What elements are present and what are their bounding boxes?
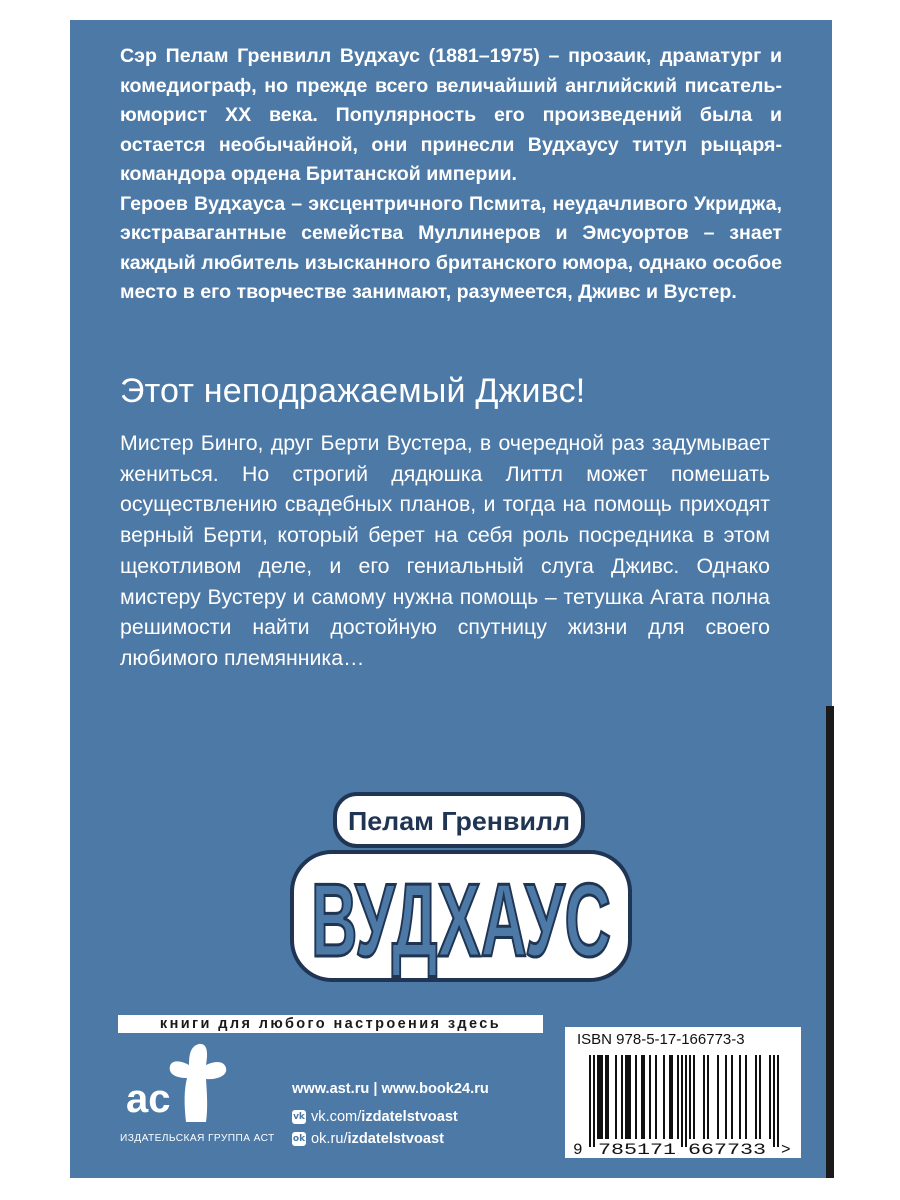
barcode-bar bbox=[745, 1055, 747, 1139]
tagline-banner: книги для любого настроения здесь bbox=[118, 1015, 543, 1033]
barcode-bar bbox=[599, 1055, 601, 1139]
ok-handle: izdatelstvoast bbox=[347, 1131, 445, 1147]
barcode-bar bbox=[629, 1055, 631, 1139]
barcode-bar bbox=[605, 1055, 607, 1139]
author-biography bbox=[120, 42, 782, 308]
ok-domain: ok.ru/ bbox=[311, 1131, 348, 1147]
barcode-left-digits: 785171 bbox=[598, 1141, 676, 1159]
publisher-links bbox=[292, 1080, 552, 1150]
isbn-barcode-block bbox=[565, 1027, 801, 1158]
publisher-websites[interactable]: www.ast.ru | www.book24.ru bbox=[292, 1081, 489, 1097]
barcode-bar bbox=[621, 1055, 623, 1139]
barcode-bar bbox=[615, 1055, 617, 1139]
barcode-bar bbox=[643, 1055, 645, 1139]
barcode-bar bbox=[769, 1055, 771, 1139]
vk-link[interactable] bbox=[292, 1106, 552, 1128]
barcode-bar bbox=[655, 1055, 657, 1139]
barcode-bar bbox=[707, 1055, 709, 1139]
barcode-bar bbox=[601, 1055, 603, 1139]
publisher-name: ИЗДАТЕЛЬСКАЯ ГРУППА АСТ bbox=[120, 1133, 275, 1144]
barcode-bar bbox=[627, 1055, 629, 1139]
barcode-bar bbox=[689, 1055, 691, 1139]
ok-link[interactable] bbox=[292, 1128, 552, 1150]
barcode-first-digit: 9 bbox=[573, 1141, 583, 1159]
book-annotation: Мистер Бинго, друг Берти Вустера, в очередной раз задумывает жениться. Но строгий дядюшка Литтл может помешать осуществлению свадебных планов, и тогда на помощь приходят верный Берти, который берет на себя роль посредника в этом щекотливом деле, и его гениальный слуга Дживс. Однако мистеру Вустеру и самому нужна помощь – тетушка Агата полна решимости найти достойную спутницу жизни для своего любимого племянника… bbox=[120, 431, 770, 670]
barcode-bar bbox=[681, 1055, 683, 1147]
barcode-right-digits: 667733 bbox=[688, 1141, 766, 1159]
bio-paragraph-2: Героев Вудхауса – эксцентричного Псмита, неудачливого Укриджа, экстравагантные семейства Муллинеров и Эмсуортов – знает каждый любитель изысканного британского юмора, однако особое место в его творчестве занимают, разумеется, Дживс и Вустер. bbox=[120, 192, 782, 303]
barcode-bar bbox=[759, 1055, 761, 1139]
ast-publisher-logo bbox=[124, 1038, 244, 1126]
barcode-bar bbox=[625, 1055, 627, 1139]
barcode-bar bbox=[755, 1055, 757, 1139]
barcode-bar bbox=[685, 1055, 687, 1147]
author-first-name-plate bbox=[335, 794, 583, 846]
barcode-bar bbox=[671, 1055, 673, 1139]
barcode-bar bbox=[773, 1055, 775, 1147]
vk-domain: vk.com/ bbox=[311, 1109, 362, 1125]
author-last-name-plate bbox=[292, 852, 630, 980]
book-title: Этот неподражаемый Дживс! bbox=[120, 372, 586, 410]
barcode-bar bbox=[777, 1055, 779, 1147]
barcode-bar bbox=[717, 1055, 719, 1139]
ast-logo-text: ас bbox=[126, 1077, 171, 1121]
barcode-bar bbox=[597, 1055, 599, 1139]
ok-icon: ok bbox=[292, 1134, 306, 1144]
vk-icon: vk bbox=[293, 1112, 305, 1122]
barcode-bar bbox=[703, 1055, 705, 1139]
spine-shadow bbox=[826, 706, 834, 1178]
bio-paragraph-1: Сэр Пелам Гренвилл Вудхаус (1881–1975) – прозаик, драматург и комедиограф, но прежде всего величайший английский писатель-юморист XX века. Популярность его произведений была и остается необычайной, они принесли Вудхаусу титул рыцаря-командора ордена Британской империи. bbox=[120, 45, 782, 185]
barcode-bar bbox=[607, 1055, 609, 1139]
barcode-bar bbox=[693, 1055, 695, 1139]
barcode-tail-mark: > bbox=[781, 1141, 791, 1159]
author-name-logo bbox=[280, 780, 640, 1000]
barcode-bar bbox=[635, 1055, 637, 1139]
vk-handle: izdatelstvoast bbox=[361, 1109, 458, 1125]
author-last-name: ВУДХАУС bbox=[311, 863, 611, 979]
isbn-label: ISBN 978-5-17-166773-3 bbox=[577, 1031, 745, 1048]
barcode-bar bbox=[663, 1055, 665, 1139]
barcode-bar bbox=[739, 1055, 741, 1139]
barcode-bar bbox=[593, 1055, 595, 1147]
barcode bbox=[571, 1051, 797, 1158]
barcode-bar bbox=[649, 1055, 651, 1139]
author-first-name: Пелам Гренвилл bbox=[348, 806, 570, 836]
barcode-bar bbox=[725, 1055, 727, 1139]
back-cover bbox=[70, 20, 832, 1178]
barcode-bars bbox=[589, 1055, 779, 1147]
ast-cross-icon bbox=[170, 1044, 227, 1122]
barcode-bar bbox=[589, 1055, 591, 1147]
barcode-bar bbox=[641, 1055, 643, 1139]
barcode-bar bbox=[677, 1055, 679, 1139]
barcode-bar bbox=[669, 1055, 671, 1139]
barcode-bar bbox=[731, 1055, 733, 1139]
